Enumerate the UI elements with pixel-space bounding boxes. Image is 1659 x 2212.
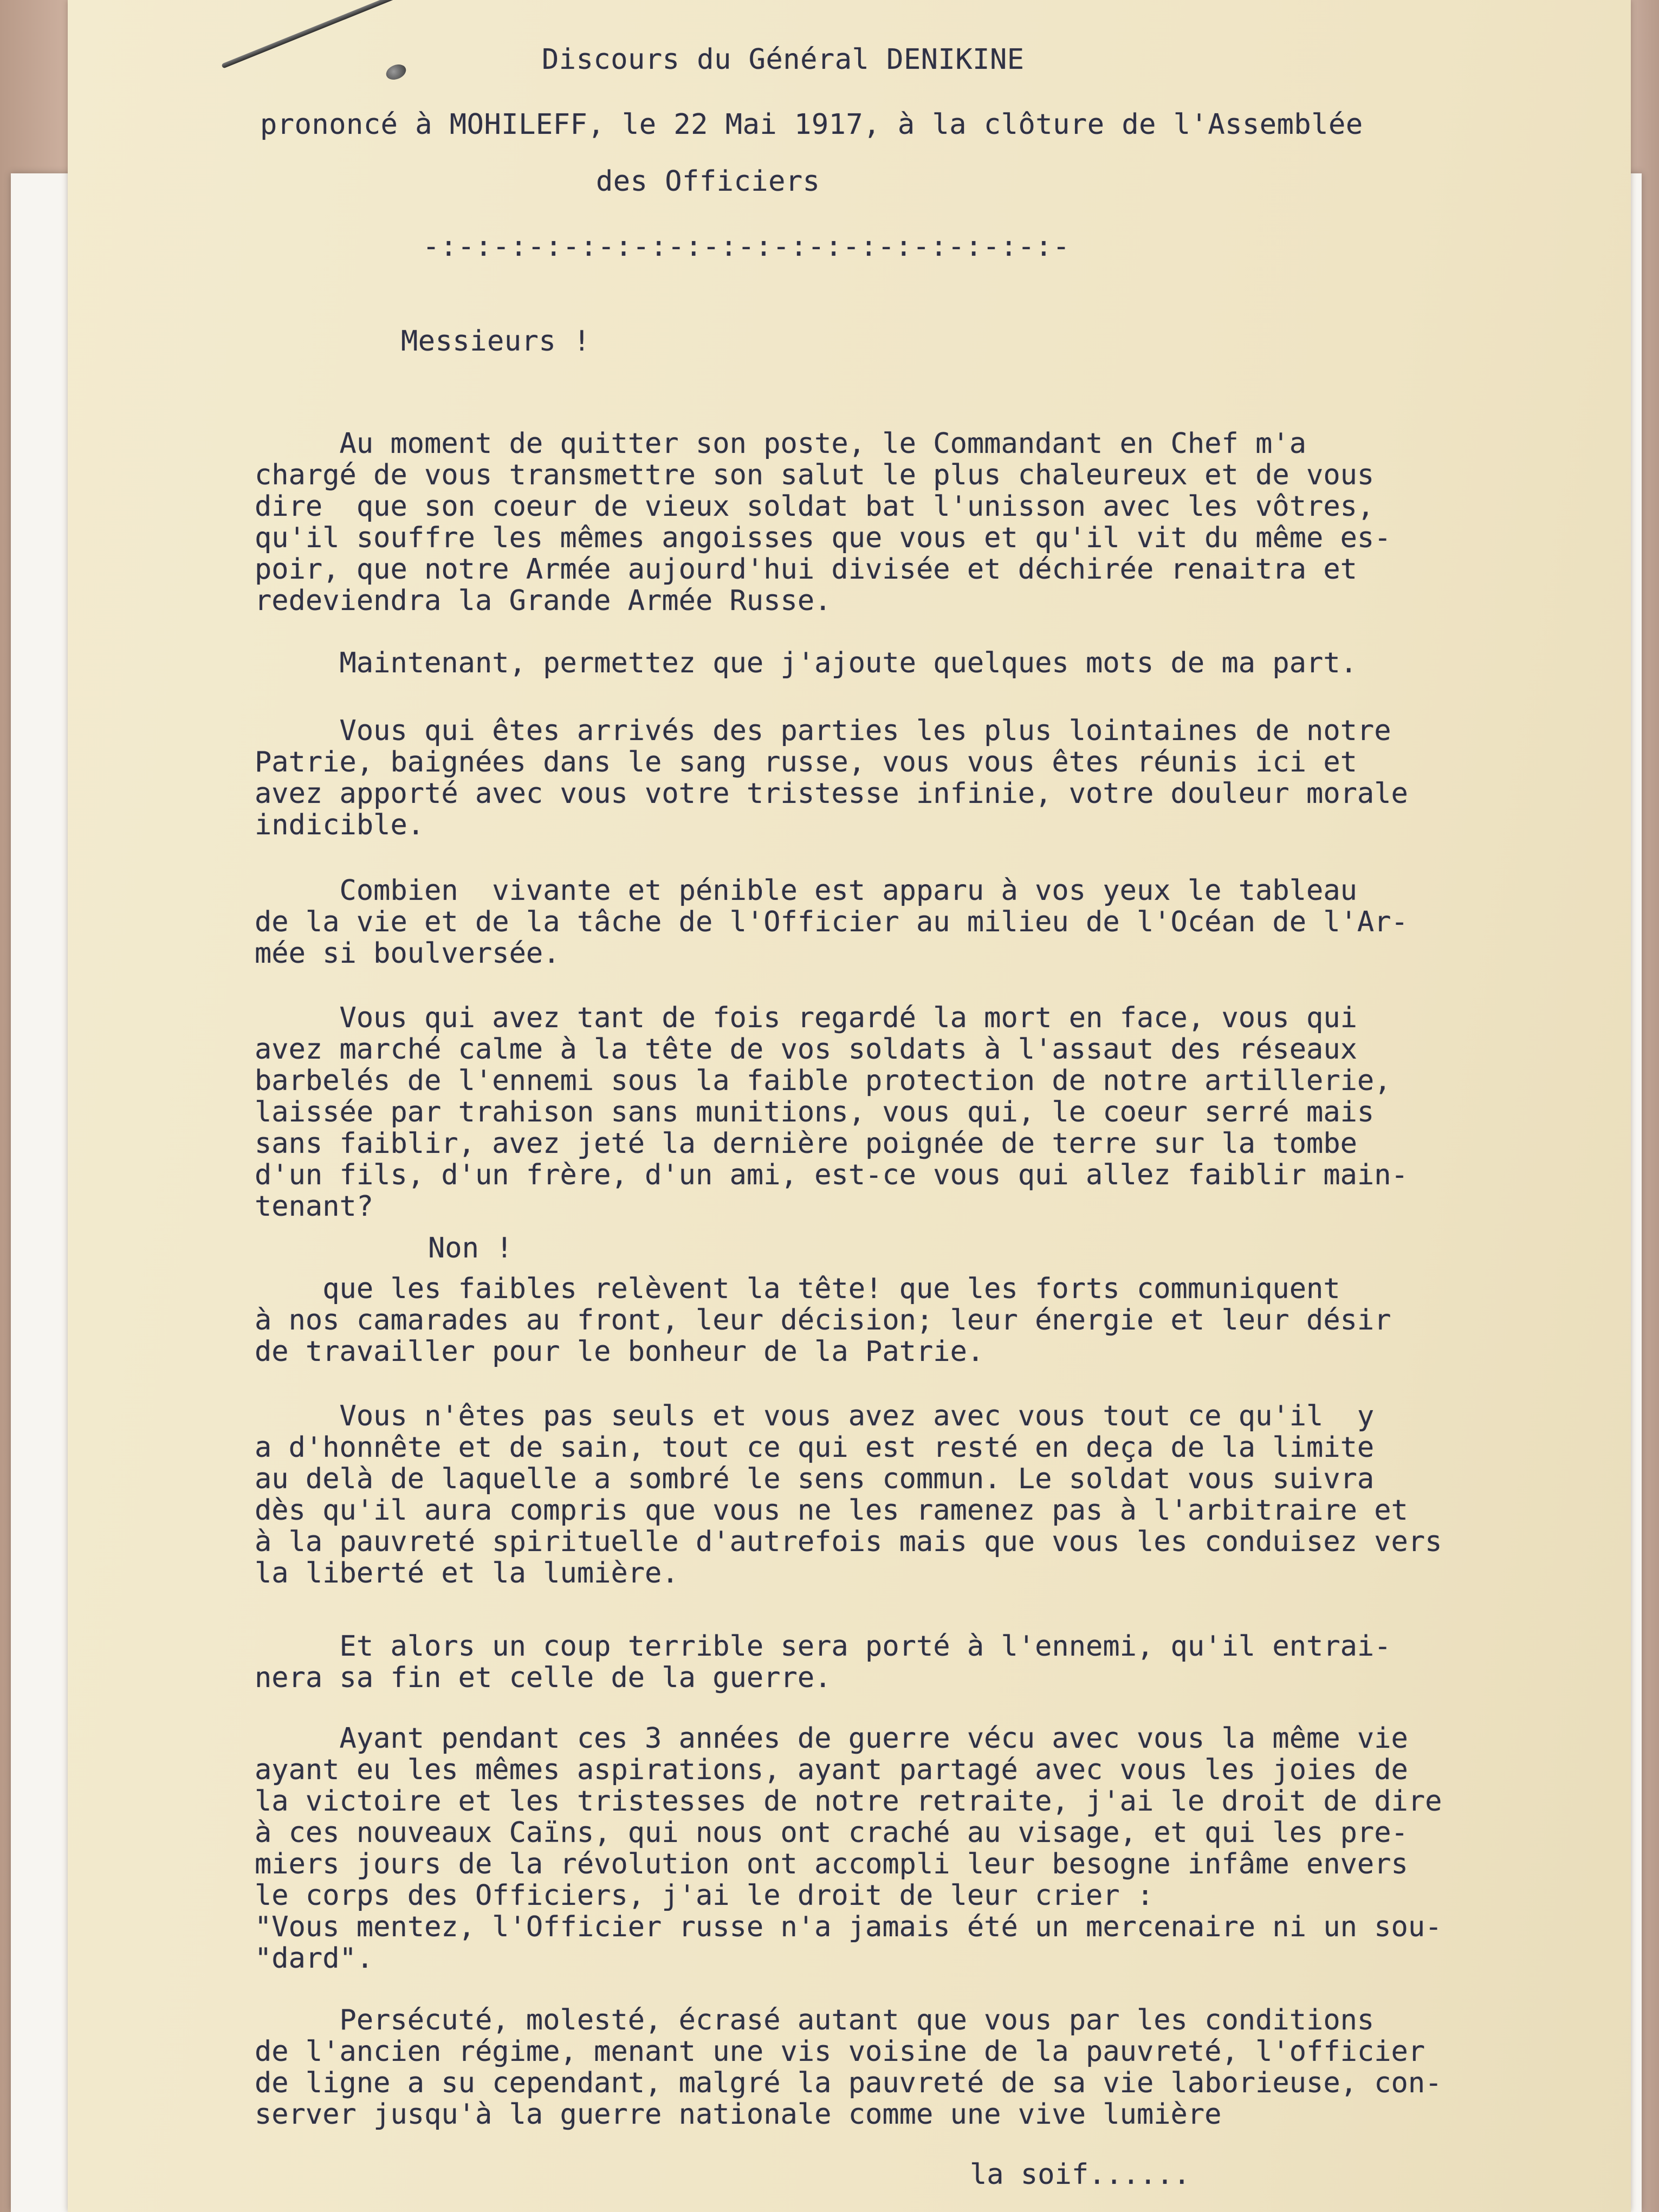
document-subtitle-line1: prononcé à MOHILEFF, le 22 Mai 1917, à la clôture de l'Assemblée [260,108,1363,141]
separator-line: -:-:-:-:-:-:-:-:-:-:-:-:-:-:-:-:-:-:- [423,230,1071,263]
paragraph-1: Au moment de quitter son poste, le Commandant en Chef m'a chargé de vous transmettre son salut le plus chaleureux et de vous dire que son coeur de vieux soldat bat l'unisson avec les vôtres, qu'il souffre les mêmes angoisses que vous et qu'il vit du même es- poir, que notre Armée aujourd'hui divisée et déchirée renaitra et redeviendra la Grande Armée Russe. [255,427,1391,617]
paragraph-5: Vous qui avez tant de fois regardé la mort en face, vous qui avez marché calme à la tête de vos soldats à l'assaut des réseaux barbelés de l'ennemi sous la faible protection de notre artillerie, laissée par trahison sans munitions, vous qui, le coeur serré mais sans faiblir, avez jeté la dernière poignée de terre sur la tombe d'un fils, d'un frère, d'un ami, est-ce vous qui allez faiblir main- tenant? [255,1002,1408,1223]
document-subtitle-line2: des Officiers [596,165,820,198]
paragraph-non: Non ! [428,1232,513,1264]
document-title: Discours du Général DENIKINE [542,43,1025,76]
paragraph-8: Et alors un coup terrible sera porté à l'ennemi, qu'il entrai- nera sa fin et celle de la guerre. [255,1630,1391,1694]
paragraph-7: Vous n'êtes pas seuls et vous avez avec vous tout ce qu'il y a d'honnête et de sain, tout ce qui est resté en deça de la limite au delà de laquelle a sombré le sens commun. Le soldat vous suivra dès qu'il aura compris que vous ne les ramenez pas à l'arbitraire et à la pauvreté spirituelle d'autrefois mais que vous les conduisez vers la liberté et la lumière. [255,1400,1442,1590]
paragraph-4: Combien vivante et pénible est apparu à vos yeux le tableau de la vie et de la tâche de l'Officier au milieu de l'Océan de l'Ar- mée si boulversée. [255,874,1408,970]
paragraph-2: Maintenant, permettez que j'ajoute quelques mots de ma part. [255,647,1357,679]
paragraph-9: Ayant pendant ces 3 années de guerre vécu avec vous la même vie ayant eu les mêmes aspirations, ayant partagé avec vous les joies de la victoire et les tristesses de notre retraite, j'ai le droit de dire à ces nouveaux Caïns, qui nous ont craché au visage, et qui les pre- miers jours de la révolution ont accompli leur besogne infâme envers le corps des Officiers, j'ai le droit de leur crier : "Vous mentez, l'Officier russe n'a jamais été un mercenaire ni un sou- "dard". [255,1722,1442,1975]
salutation: Messieurs ! [401,325,591,358]
paragraph-6: que les faibles relèvent la tête! que les forts communiquent à nos camarades au front, leur décision; leur énergie et leur désir de travailler pour le bonheur de la Patrie. [255,1273,1391,1368]
closing-line: la soif...... [970,2158,1190,2191]
paragraph-10: Persécuté, molesté, écrasé autant que vous par les conditions de l'ancien régime, menant une vis voisine de la pauvreté, l'officier de ligne a su cependant, malgré la pauvreté de sa vie laborieuse, con- server jusqu'à la guerre nationale comme une vive lumière [255,2004,1442,2131]
paragraph-3: Vous qui êtes arrivés des parties les plus lointaines de notre Patrie, baignées dans le sang russe, vous vous êtes réunis ici et avez apporté avec vous votre tristesse infinie, votre douleur morale indicible. [255,715,1408,841]
